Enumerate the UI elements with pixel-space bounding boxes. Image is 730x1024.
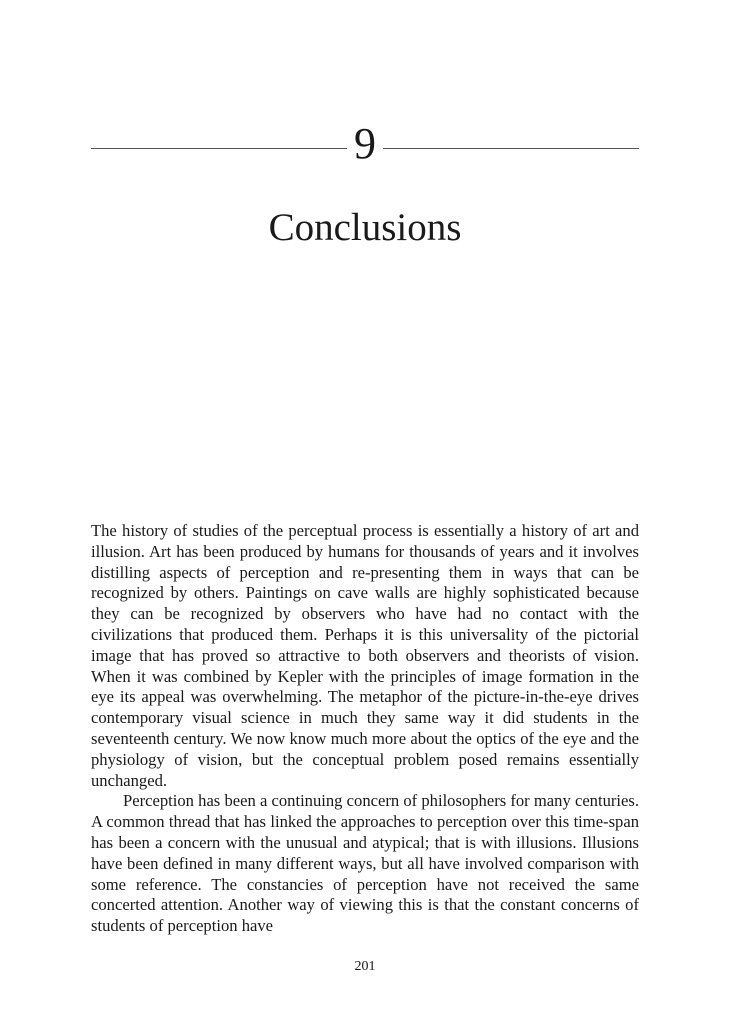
paragraph-2: Perception has been a continuing concern of philosophers for many centuries. A common thread that has linked the approaches to perception over this time-span has been a concern with the unusual and atypical; that is with illusions. Illusions have been defined in many different ways, but all have involved comparison with some reference. The constancies of perception have not received the same concerted attention. Another way of viewing this is that the constant concerns of students of perception have [91,791,639,936]
chapter-number: 9 [354,119,376,168]
chapter-title: Conclusions [268,206,462,249]
page-number: 201 [354,959,376,974]
header-rule-left [91,148,347,149]
chapter-header [91,120,639,180]
paragraph-1: The history of studies of the perceptual process is essentially a history of art and illusion. Art has been produced by humans for thousands of years and it involves distilling aspects of perception and re-presenting them in ways that can be recognized by others. Paintings on cave walls are highly sophisticated because they can be recognized by observers who have had no contact with the civilizations that produced them. Perhaps it is this universality of the pictorial image that has proved so attractive to both observers and theorists of vision. When it was combined by Kepler with the principles of image formation in the eye its appeal was overwhelming. The metaphor of the picture-in-the-eye drives contemporary visual science in much they same way it did students in the seventeenth century. We now know much more about the optics of the eye and the physiology of vision, but the conceptual problem posed remains essentially unchanged. [91,521,639,790]
header-rule-right [383,148,639,149]
body-text [91,521,639,937]
